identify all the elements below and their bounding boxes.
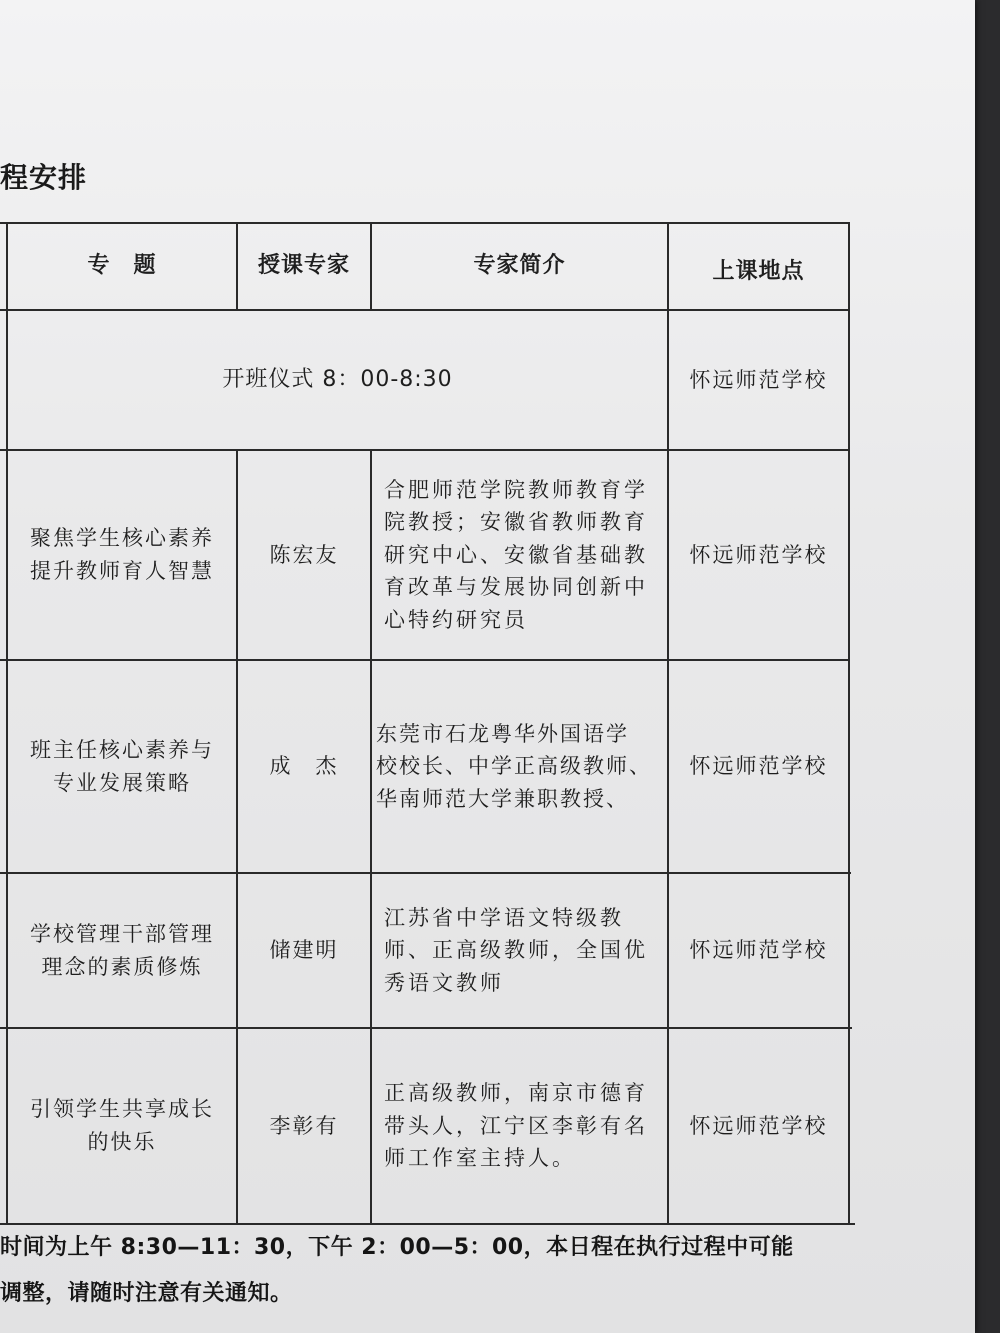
opening-ceremony: 开班仪式 8：00-8:30 bbox=[222, 366, 453, 392]
row3-location: 怀远师范学校 bbox=[689, 938, 828, 963]
row3-expert: 储建明 bbox=[269, 938, 339, 963]
table-col-right-edge bbox=[848, 222, 850, 1225]
table-border-bottom bbox=[0, 1223, 855, 1225]
header-expert: 授课专家 bbox=[257, 253, 350, 279]
opening-location: 怀远师范学校 bbox=[689, 367, 828, 392]
header-bio: 专家简介 bbox=[473, 253, 566, 279]
header-location: 上课地点 bbox=[712, 259, 805, 285]
header-topic: 专 题 bbox=[87, 253, 157, 279]
row3-bio: 江苏省中学语文特级教 师、正高级教师，全国优 秀语文教师 bbox=[384, 905, 648, 995]
row4-expert: 李彰有 bbox=[269, 1113, 339, 1138]
row2-expert: 成 杰 bbox=[269, 754, 339, 779]
row1-expert: 陈宏友 bbox=[269, 542, 339, 567]
footnote-line-1: 时间为上午 8:30—11：30，下午 2：00—5：00，本日程在执行过程中可能 bbox=[0, 1235, 794, 1260]
row2-location: 怀远师范学校 bbox=[689, 754, 828, 779]
row4-location: 怀远师范学校 bbox=[689, 1113, 828, 1138]
row1-topic: 聚焦学生核心素养 提升教师育人智慧 bbox=[30, 526, 214, 583]
section-heading: 程安排 bbox=[0, 161, 88, 194]
row2-topic: 班主任核心素养与 专业发展策略 bbox=[30, 737, 214, 795]
row4-topic: 引领学生共享成长 的快乐 bbox=[30, 1097, 214, 1154]
row3-topic: 学校管理干部管理 理念的素质修炼 bbox=[30, 921, 214, 979]
footnote-line-2: 调整，请随时注意有关通知。 bbox=[0, 1281, 293, 1306]
row1-location: 怀远师范学校 bbox=[689, 542, 828, 567]
row2-bio: 东莞市石龙粤华外国语学 校校长、中学正高级教师、 华南师范大学兼职教授、 bbox=[376, 721, 652, 811]
row1-bio: 合肥师范学院教师教育学 院教授；安徽省教师教育 研究中心、安徽省基础教 育改革与发展协同创新中 心特约研究员 bbox=[384, 477, 648, 632]
row4-bio: 正高级教师，南京市德育 带头人，江宁区李彰有名 师工作室主持人。 bbox=[384, 1081, 648, 1171]
